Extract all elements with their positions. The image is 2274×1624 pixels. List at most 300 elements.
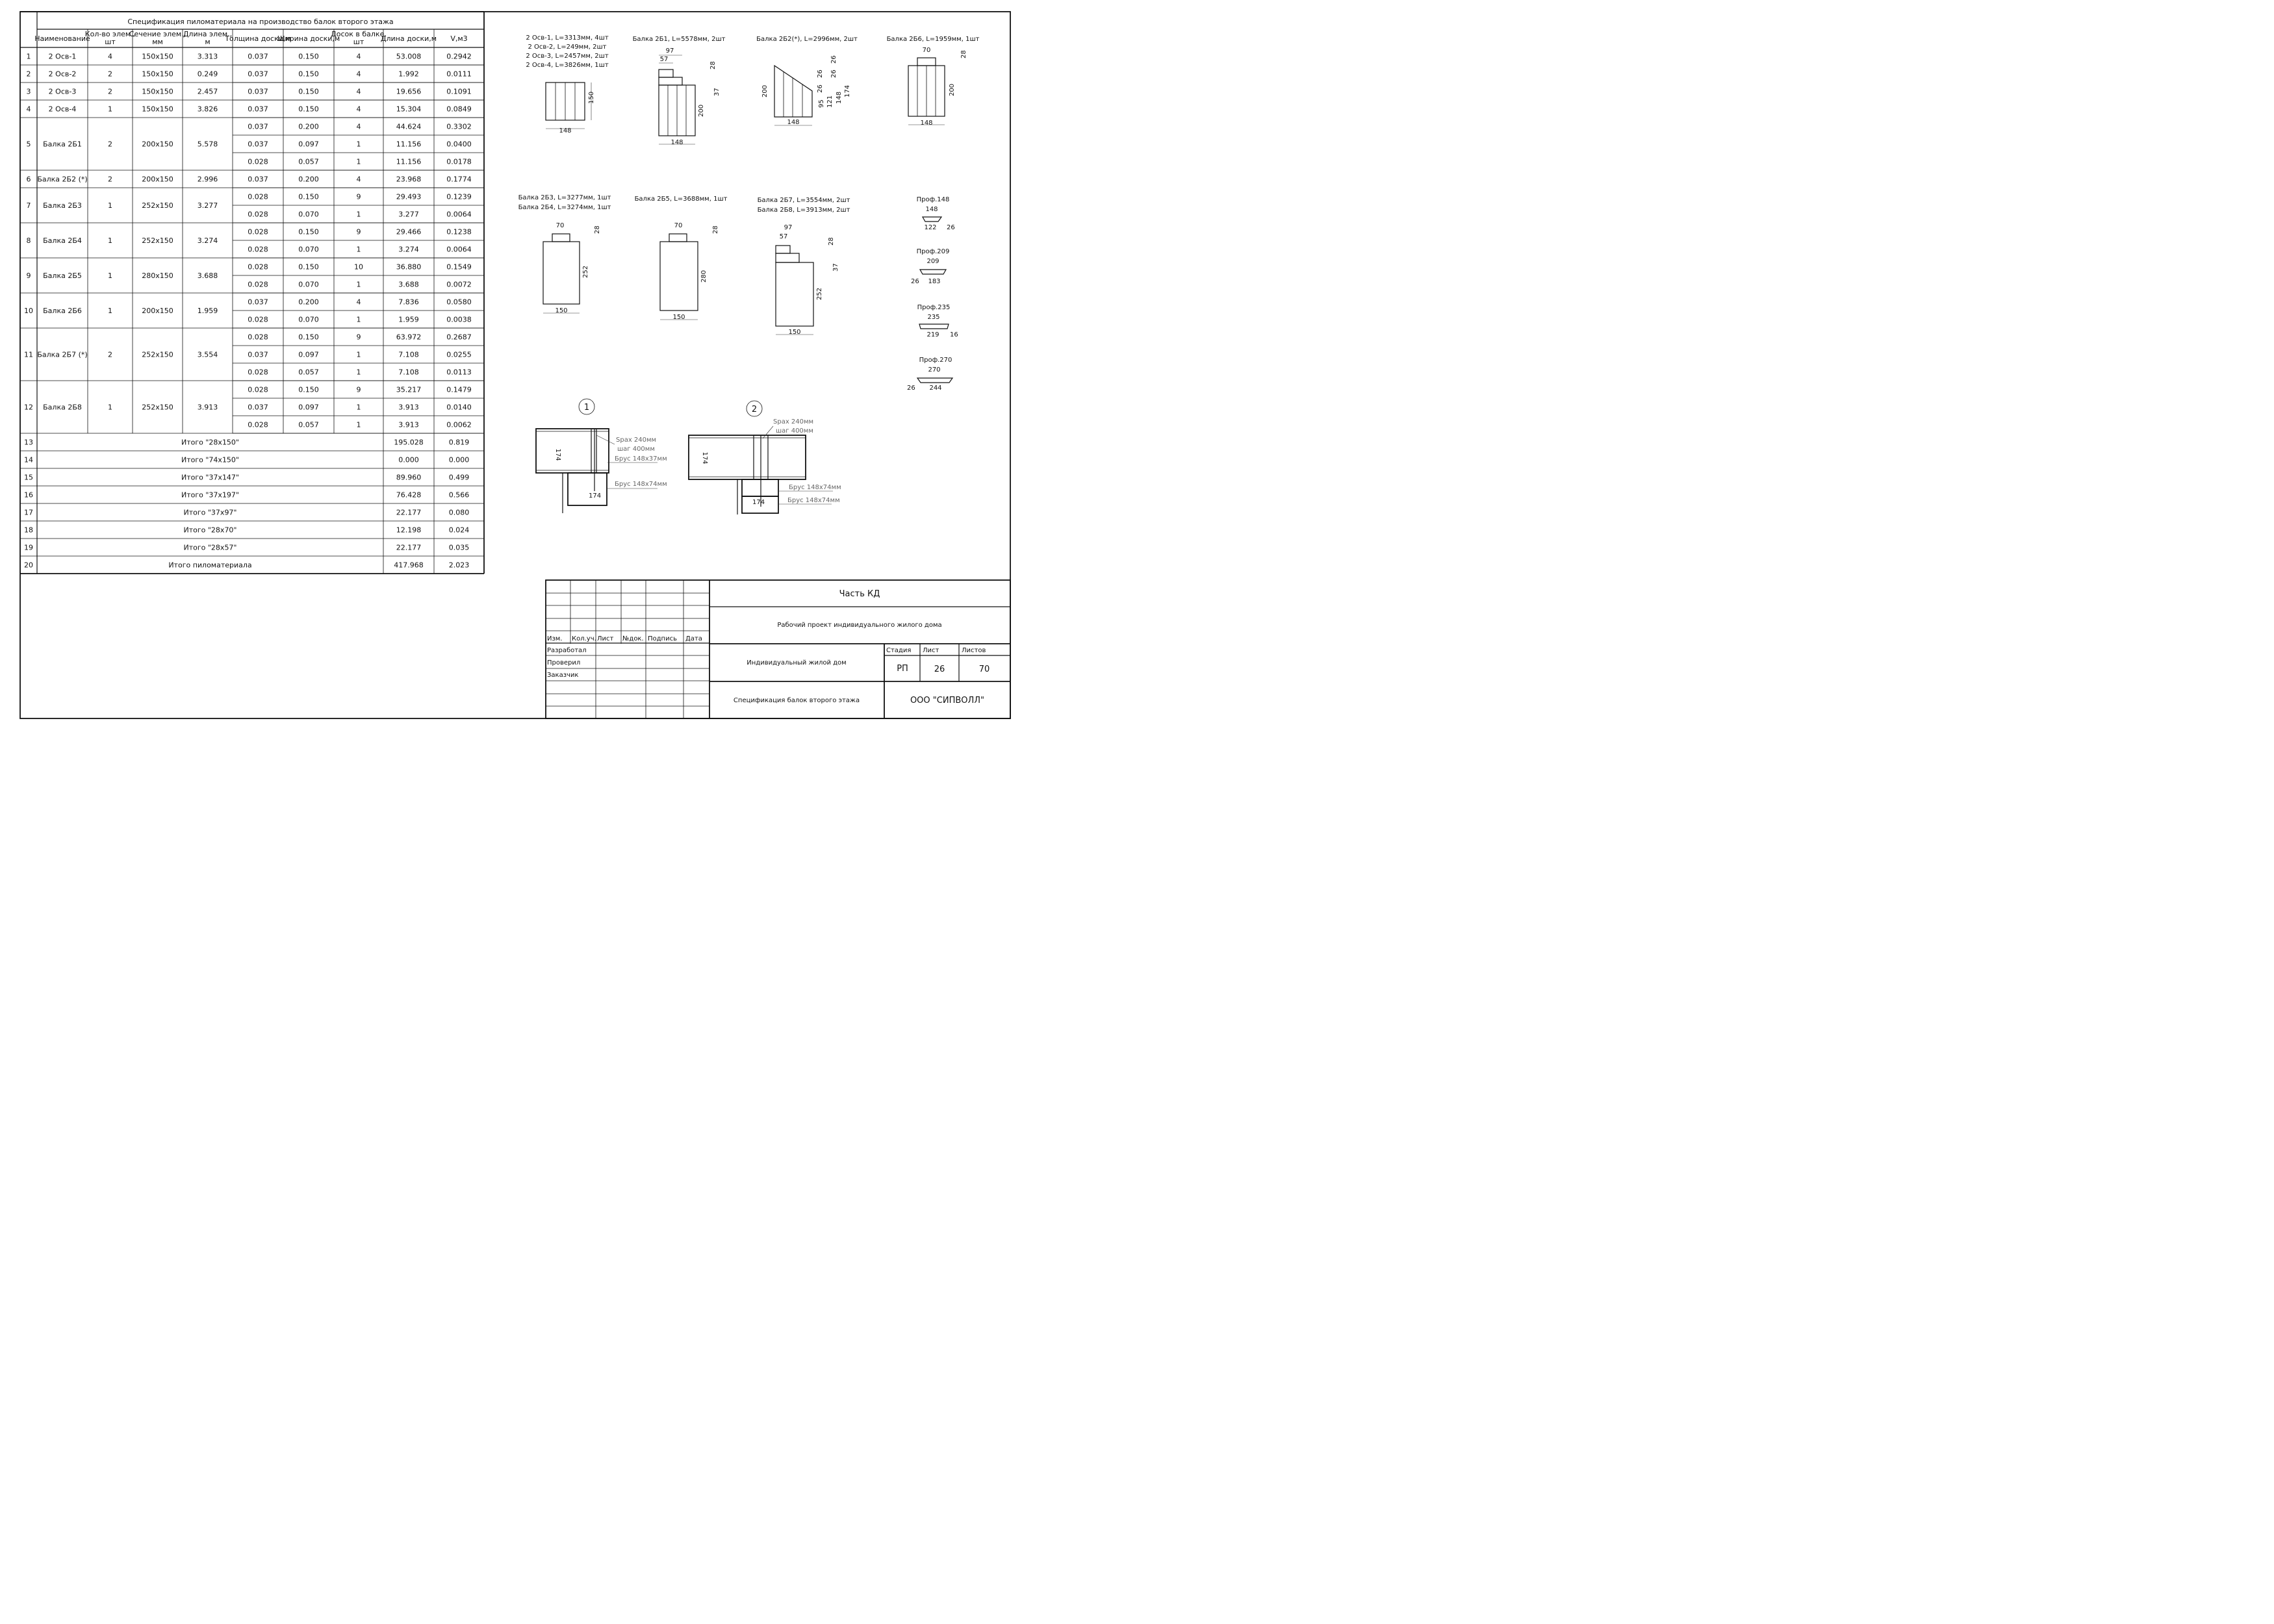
board-cell: 3.274: [398, 245, 419, 254]
total-volume: 0.024: [448, 526, 470, 535]
board-cell: 0.150: [298, 333, 319, 342]
node-2-label-bar-1: Брус 148х74мм: [789, 484, 841, 491]
profile-270-bottom: 244: [929, 385, 942, 392]
board-cell: 0.0178: [446, 157, 472, 166]
total-row-number: 20: [24, 561, 33, 570]
b5-width-dim: 150: [672, 314, 685, 321]
board-cell: 0.0580: [446, 298, 472, 307]
node-detail-2: [689, 401, 841, 514]
board-cell: 0.057: [298, 420, 319, 429]
board-cell: 0.0111: [446, 70, 472, 79]
element-qty: 1: [108, 201, 112, 210]
board-cell: 4: [356, 87, 361, 96]
element-length: 3.277: [197, 201, 218, 210]
board-cell: 35.217: [396, 385, 422, 394]
board-cell: 0.3302: [446, 122, 472, 131]
board-cell: 0.028: [248, 385, 268, 394]
stamp-role-developed: Разработал: [547, 647, 587, 654]
board-cell: 0.0062: [446, 420, 472, 429]
board-cell: 4: [356, 70, 361, 79]
board-cell: 0.150: [298, 87, 319, 96]
board-cell: 0.150: [298, 262, 319, 272]
stamp-col-date: Дата: [685, 635, 702, 642]
board-cell: 0.0255: [446, 350, 472, 359]
board-cell: 0.2687: [446, 333, 472, 342]
b1-width-dim: 148: [671, 139, 683, 146]
stamp-col-doc: №док.: [622, 635, 644, 642]
board-cell: 0.097: [298, 350, 319, 359]
b7-width-dim: 150: [788, 329, 801, 336]
board-cell: 4: [356, 105, 361, 114]
total-volume: 0.566: [448, 490, 470, 500]
board-cell: 0.200: [298, 122, 319, 131]
profile-209-bottom: 183: [928, 278, 941, 285]
element-section: 252x150: [142, 201, 173, 210]
total-length: 76.428: [396, 490, 422, 500]
board-cell: 0.0064: [446, 210, 472, 219]
element-length: 3.913: [197, 403, 218, 412]
section-b1: [633, 36, 726, 146]
row-number: 11: [24, 350, 33, 359]
b3-title-1: Балка 2Б3, L=3277мм, 1шт: [518, 194, 611, 201]
osv-height-dim: 150: [588, 91, 595, 104]
osv-line-3: 2 Осв-3, L=2457мм, 2шт: [526, 53, 609, 60]
board-cell: 10: [354, 262, 363, 272]
b7-dim-97: 97: [784, 224, 793, 231]
board-cell: 0.0140: [446, 403, 472, 412]
board-cell: 0.028: [248, 315, 268, 324]
b6-top-dim: 70: [922, 47, 931, 54]
b5-dim-28: 28: [712, 225, 719, 234]
b1-dim-97: 97: [665, 47, 674, 55]
board-cell: 0.070: [298, 315, 319, 324]
profile-270-side: 26: [907, 385, 915, 392]
b7-dim-37: 37: [832, 263, 839, 272]
element-section: 150x150: [142, 105, 173, 114]
element-section: 200x150: [142, 307, 173, 315]
total-volume: 2.023: [448, 561, 470, 570]
stamp-project: Рабочий проект индивидуального жилого дома: [777, 622, 942, 629]
board-cell: 1: [356, 245, 361, 254]
profile-270-top: 270: [928, 366, 941, 374]
b6-width-dim: 148: [920, 120, 933, 127]
total-row-number: 17: [24, 508, 33, 517]
board-cell: 1: [356, 157, 361, 166]
element-section: 252x150: [142, 236, 173, 245]
stamp-doc-title: Спецификация балок второго этажа: [733, 697, 860, 704]
element-length: 3.826: [197, 105, 218, 114]
board-cell: 0.200: [298, 298, 319, 307]
board-cell: 1: [356, 403, 361, 412]
stamp-sheets-label: Листов: [962, 647, 986, 654]
board-cell: 1: [356, 315, 361, 324]
osv-line-2: 2 Осв-2, L=249мм, 2шт: [528, 44, 607, 51]
header-cell: Толщина доски,м: [225, 34, 291, 43]
row-number: 10: [24, 307, 33, 315]
stamp-organization: ООО "СИПВОЛЛ": [910, 696, 985, 705]
board-cell: 0.037: [248, 350, 268, 359]
total-row-number: 14: [24, 455, 33, 464]
element-length: 2.996: [197, 175, 218, 184]
b3-title-2: Балка 2Б4, L=3274мм, 1шт: [518, 204, 611, 211]
profile-148-top: 148: [925, 206, 938, 213]
board-cell: 0.1091: [446, 87, 472, 96]
stamp-role-checked: Проверил: [547, 659, 581, 666]
board-cell: 9: [356, 385, 361, 394]
board-cell: 0.2942: [446, 52, 472, 61]
board-cell: 0.097: [298, 140, 319, 149]
profile-148-bottom: 122: [924, 224, 937, 231]
board-cell: 0.037: [248, 140, 268, 149]
board-cell: 3.913: [398, 420, 419, 429]
element-qty: 1: [108, 236, 112, 245]
board-cell: 1: [356, 280, 361, 289]
board-cell: 0.150: [298, 385, 319, 394]
b7-title-1: Балка 2Б7, L=3554мм, 2шт: [757, 197, 850, 204]
element-length: 3.554: [197, 350, 218, 359]
total-label: Итого "37х97": [183, 508, 237, 517]
b1-title: Балка 2Б1, L=5578мм, 2шт: [632, 36, 726, 43]
board-cell: 0.028: [248, 157, 268, 166]
total-volume: 0.080: [448, 508, 470, 517]
node-1-beam: [568, 473, 607, 505]
board-cell: 0.028: [248, 210, 268, 219]
element-section: 200x150: [142, 140, 173, 149]
row-number: 5: [26, 140, 31, 149]
b2-dim-4: 26: [817, 84, 824, 93]
row-number: 4: [26, 105, 31, 114]
b2-width-dim: 148: [787, 119, 800, 126]
node-1-dim-lower: 174: [589, 492, 602, 500]
b7-section: [776, 262, 813, 326]
total-label: Итого "28х57": [183, 543, 237, 552]
b3-height-dim: 252: [582, 265, 589, 278]
total-volume: 0.819: [448, 438, 470, 447]
b7-height-dim: 252: [816, 287, 823, 300]
element-name: Балка 2Б7 (*): [37, 350, 88, 359]
board-cell: 0.028: [248, 333, 268, 342]
specification-table: [20, 12, 484, 574]
board-cell: 0.028: [248, 368, 268, 377]
header-cell: Сечение элем., мм: [129, 30, 186, 46]
board-cell: 0.150: [298, 105, 319, 114]
board-cell: 4: [356, 175, 361, 184]
board-cell: 0.028: [248, 192, 268, 201]
node-detail-1: [536, 399, 667, 513]
board-cell: 0.1238: [446, 227, 472, 236]
total-volume: 0.499: [448, 473, 470, 482]
row-number: 9: [26, 272, 31, 280]
element-section: 200x150: [142, 175, 173, 184]
stamp-sheets: 70: [978, 665, 990, 674]
board-cell: 0.0400: [446, 140, 472, 149]
b2-height-dim: 200: [761, 84, 769, 97]
node-1-label-bar-1: Брус 148х37мм: [615, 455, 667, 463]
board-cell: 9: [356, 333, 361, 342]
stamp-stage-label: Стадия: [886, 647, 912, 654]
board-cell: 0.200: [298, 175, 319, 184]
board-cell: 0.037: [248, 122, 268, 131]
osv-width-dim: 148: [559, 127, 572, 134]
row-number: 1: [26, 52, 31, 61]
board-cell: 0.0849: [446, 105, 472, 114]
total-label: Итого "37х197": [181, 490, 239, 500]
element-length: 3.313: [197, 52, 218, 61]
element-qty: 1: [108, 272, 112, 280]
board-cell: 4: [356, 298, 361, 307]
row-number: 8: [26, 236, 31, 245]
profile-235: [917, 304, 958, 338]
node-1-label-step: шаг 400мм: [617, 446, 655, 453]
header-cell: Длина элем., м: [183, 30, 233, 46]
node-2-number: 2: [751, 405, 758, 414]
board-cell: 3.277: [398, 210, 419, 219]
element-qty: 2: [108, 140, 112, 149]
node-1-label-bar-2: Брус 148х74мм: [615, 481, 667, 488]
total-row-number: 19: [24, 543, 33, 552]
row-number: 12: [24, 403, 33, 412]
element-qty: 1: [108, 307, 112, 315]
stamp-col-koluch: Кол.уч.: [572, 635, 596, 642]
board-cell: 9: [356, 192, 361, 201]
total-length: 89.960: [396, 473, 422, 482]
board-cell: 19.656: [396, 87, 422, 96]
board-cell: 0.150: [298, 227, 319, 236]
board-cell: 0.037: [248, 403, 268, 412]
osv-line-4: 2 Осв-4, L=3826мм, 1шт: [526, 62, 609, 69]
element-section: 150x150: [142, 70, 173, 79]
total-volume: 0.000: [448, 455, 470, 464]
board-cell: 15.304: [396, 105, 422, 114]
element-qty: 1: [108, 105, 112, 114]
total-label: Итого "28х150": [181, 438, 239, 447]
element-length: 0.249: [197, 70, 218, 79]
stamp-part: Часть КД: [839, 589, 880, 599]
board-cell: 0.028: [248, 280, 268, 289]
board-cell: 0.057: [298, 368, 319, 377]
board-cell: 0.028: [248, 227, 268, 236]
node-2-beam-1: [742, 479, 778, 496]
b1-dim-37: 37: [713, 88, 721, 96]
element-name: 2 Осв-1: [48, 52, 77, 61]
board-cell: 0.037: [248, 105, 268, 114]
b3-top-dim: 70: [556, 222, 565, 229]
board-cell: 1.992: [398, 70, 419, 79]
board-cell: 0.028: [248, 420, 268, 429]
board-cell: 29.493: [396, 192, 422, 201]
drawing-sheet: [0, 0, 1016, 722]
element-length: 5.578: [197, 140, 218, 149]
board-cell: 0.028: [248, 245, 268, 254]
total-length: 22.177: [396, 508, 422, 517]
board-cell: 0.1549: [446, 262, 472, 272]
b3-width-dim: 150: [555, 307, 568, 314]
board-cell: 1: [356, 140, 361, 149]
board-cell: 0.0113: [446, 368, 472, 377]
b7-title-2: Балка 2Б8, L=3913мм, 2шт: [757, 207, 850, 214]
profile-148: [917, 196, 955, 231]
node-2-label-screw: Spax 240мм: [773, 418, 814, 425]
osv-line-1: 2 Осв-1, L=3313мм, 4шт: [526, 34, 609, 42]
b5-top-dim: 70: [674, 222, 683, 229]
profile-270: [907, 357, 952, 392]
board-cell: 7.836: [398, 298, 419, 307]
total-length: 22.177: [396, 543, 422, 552]
b5-height-dim: 280: [700, 270, 708, 283]
board-cell: 4: [356, 52, 361, 61]
element-length: 2.457: [197, 87, 218, 96]
element-name: 2 Осв-3: [48, 87, 77, 96]
header-cell: Длина доски,м: [380, 34, 437, 43]
section-b7: [758, 197, 850, 336]
board-cell: 0.150: [298, 70, 319, 79]
element-name: Балка 2Б8: [43, 403, 82, 412]
element-name: Балка 2Б4: [43, 236, 82, 245]
element-length: 3.688: [197, 272, 218, 280]
profile-209-title: Проф.209: [916, 248, 950, 255]
board-cell: 0.037: [248, 70, 268, 79]
total-length: 0.000: [398, 455, 419, 464]
board-cell: 9: [356, 227, 361, 236]
total-row-number: 13: [24, 438, 33, 447]
node-2-dim-lower: 174: [752, 499, 765, 506]
row-number: 2: [26, 70, 31, 79]
element-qty: 2: [108, 70, 112, 79]
total-label: Итого "37х147": [181, 473, 239, 482]
b6-title: Балка 2Б6, L=1959мм, 1шт: [886, 36, 980, 43]
board-cell: 0.037: [248, 298, 268, 307]
stamp-stage: РП: [897, 664, 908, 674]
b1-dim-57: 57: [659, 56, 669, 63]
element-length: 3.274: [197, 236, 218, 245]
node-1-number: 1: [583, 403, 590, 412]
element-qty: 2: [108, 350, 112, 359]
element-section: 150x150: [142, 87, 173, 96]
board-cell: 0.070: [298, 245, 319, 254]
total-label: Итого "28х70": [183, 526, 237, 535]
element-length: 1.959: [197, 307, 218, 315]
element-qty: 2: [108, 87, 112, 96]
header-cell: Кол-во элем., шт: [84, 30, 136, 46]
board-cell: 0.037: [248, 52, 268, 61]
board-cell: 0.070: [298, 210, 319, 219]
board-cell: 0.150: [298, 192, 319, 201]
section-osv: [526, 34, 608, 134]
element-name: Балка 2Б1: [43, 140, 82, 149]
header-cell: Ширина доски,м: [277, 34, 340, 43]
node-2-dim: 174: [701, 451, 708, 464]
board-cell: 0.037: [248, 175, 268, 184]
node-1-panel: [536, 429, 609, 473]
section-b2: [756, 36, 858, 126]
element-name: 2 Осв-2: [48, 70, 77, 79]
board-cell: 7.108: [398, 368, 419, 377]
element-qty: 4: [108, 52, 112, 61]
board-cell: 0.1239: [446, 192, 472, 201]
stamp-col-izm: Изм.: [547, 635, 563, 642]
total-row-number: 16: [24, 490, 33, 500]
element-name: Балка 2Б5: [43, 272, 82, 280]
board-cell: 1: [356, 368, 361, 377]
b1-height-dim: 200: [698, 104, 705, 117]
total-length: 417.968: [394, 561, 424, 570]
element-qty: 2: [108, 175, 112, 184]
stamp-sheet: 26: [934, 665, 945, 674]
total-row-number: 15: [24, 473, 33, 482]
board-cell: 7.108: [398, 350, 419, 359]
b2-dim-174: 174: [844, 84, 851, 97]
board-cell: 0.097: [298, 403, 319, 412]
b7-dim-57: 57: [779, 233, 788, 240]
b1-dim-28: 28: [709, 61, 717, 70]
element-section: 252x150: [142, 403, 173, 412]
stamp-object: Индивидуальный жилой дом: [747, 659, 847, 666]
b2-dim-2: 26: [830, 70, 837, 78]
section-b6: [887, 36, 980, 127]
b2-title: Балка 2Б2(*), L=2996мм, 2шт: [756, 36, 858, 43]
stamp-sheet-label: Лист: [923, 647, 939, 654]
total-length: 195.028: [394, 438, 424, 447]
total-label: Итого "74х150": [181, 455, 239, 464]
profile-209: [911, 248, 949, 285]
row-number: 3: [26, 87, 31, 96]
node-1-label-screw: Spax 240мм: [616, 437, 657, 444]
b6-dim-28: 28: [960, 50, 967, 58]
section-b3: [518, 194, 611, 314]
row-number: 7: [26, 201, 31, 210]
board-cell: 0.150: [298, 52, 319, 61]
element-qty: 1: [108, 403, 112, 412]
board-cell: 3.913: [398, 403, 419, 412]
board-cell: 3.688: [398, 280, 419, 289]
b6-height-dim: 200: [949, 83, 956, 96]
board-cell: 1: [356, 420, 361, 429]
header-cell: V,м3: [450, 34, 468, 43]
b2-dim-3: 26: [817, 70, 824, 78]
board-cell: 44.624: [396, 122, 422, 131]
board-cell: 4: [356, 122, 361, 131]
element-section: 280x150: [142, 272, 173, 280]
board-cell: 36.880: [396, 262, 422, 272]
total-volume: 0.035: [448, 543, 470, 552]
b5-title: Балка 2Б5, L=3688мм, 1шт: [634, 196, 728, 203]
row-number: 6: [26, 175, 31, 184]
b2-dim-148: 148: [836, 91, 843, 104]
b7-dim-28: 28: [828, 237, 835, 246]
stamp-col-list: Лист: [597, 635, 614, 642]
element-name: Балка 2Б6: [43, 307, 82, 315]
board-cell: 0.0038: [446, 315, 472, 324]
b5-section: [660, 242, 698, 311]
board-cell: 11.156: [396, 157, 422, 166]
b2-dim-1: 26: [830, 55, 837, 64]
stamp-col-sign: Подпись: [648, 635, 677, 642]
board-cell: 1: [356, 210, 361, 219]
profile-235-side: 16: [950, 331, 958, 338]
total-length: 12.198: [396, 526, 422, 535]
title-block: [546, 580, 1010, 718]
board-cell: 1: [356, 350, 361, 359]
b3-section: [543, 242, 580, 304]
element-name: Балка 2Б2 (*): [37, 175, 88, 184]
profile-270-title: Проф.270: [919, 357, 952, 364]
board-cell: 0.1479: [446, 385, 472, 394]
profile-235-title: Проф.235: [917, 304, 951, 311]
element-name: 2 Осв-4: [48, 105, 77, 114]
b3-dim-28: 28: [594, 225, 601, 234]
profile-148-side: 26: [947, 224, 955, 231]
profile-209-side: 26: [911, 278, 919, 285]
